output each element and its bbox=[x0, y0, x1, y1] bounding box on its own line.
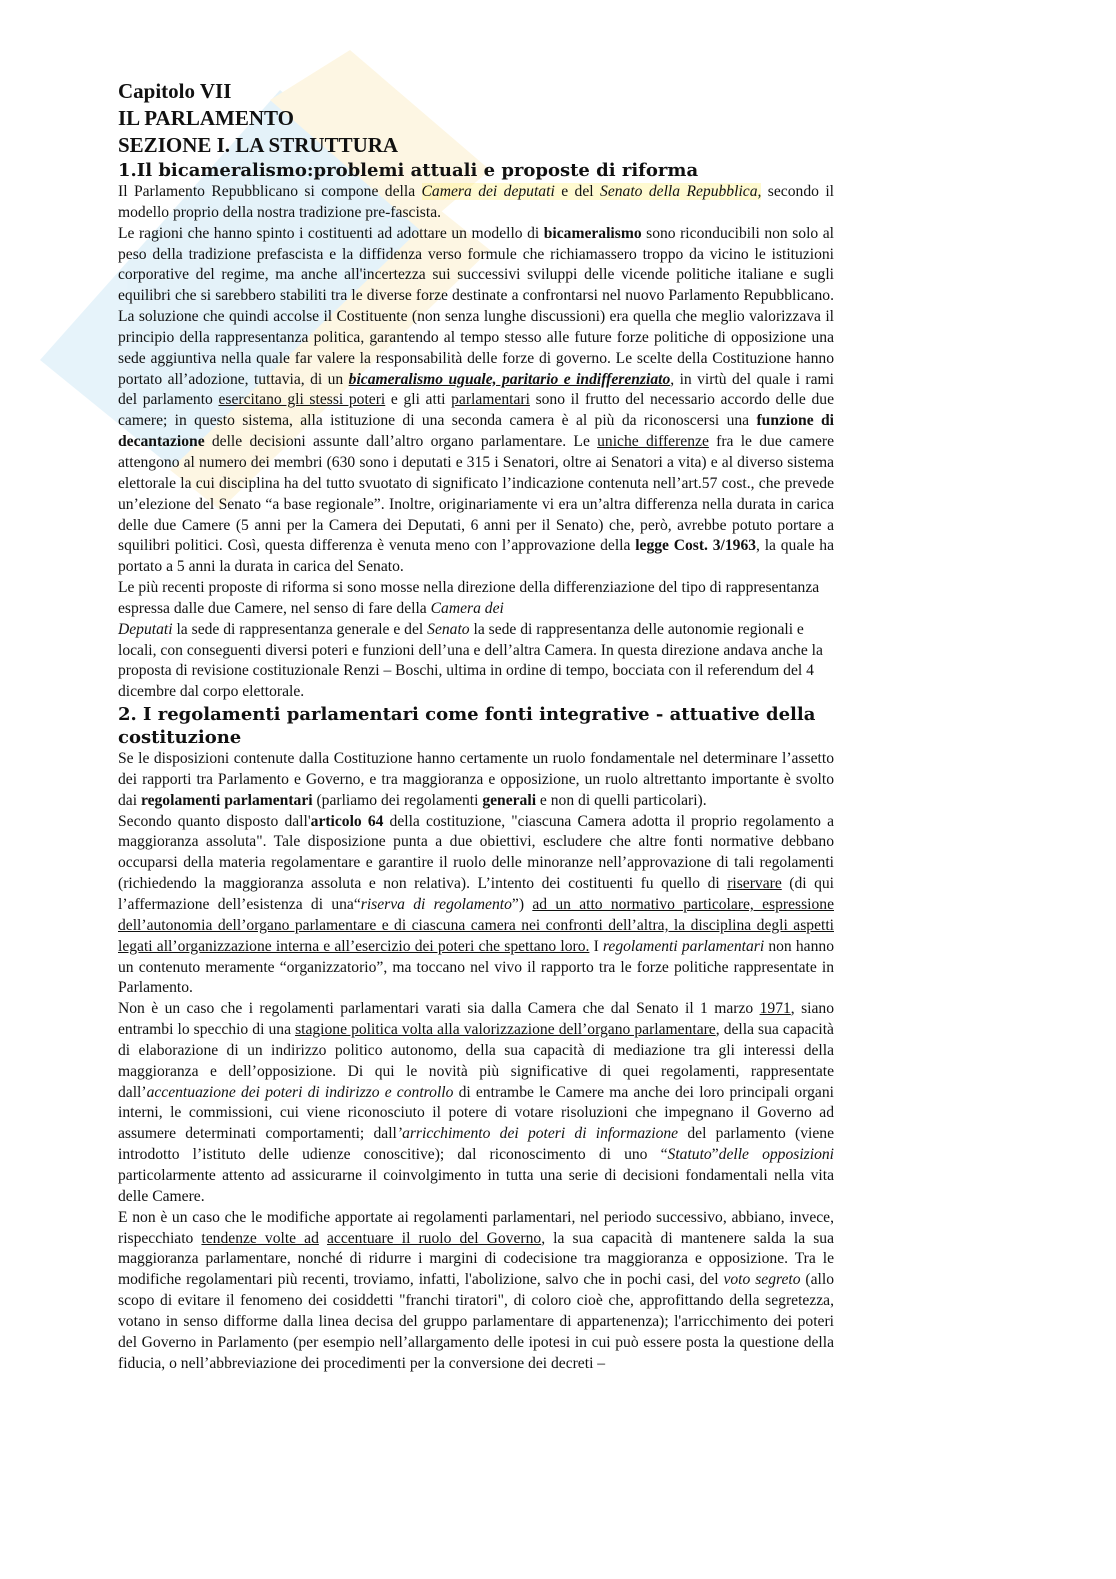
paragraph-s2-3: Non è un caso che i regolamenti parlamentari varati sia dalla Camera che dal Senato il 1 marzo 1971, siano entrambi lo specchio di una stagione politica volta alla valorizzazione dell’organo parlamentare, della sua capacità di elaborazione di un indirizzo politico autonomo, della sua capacità di mediazione tra gli interessi della maggioranza e dell’opposizione. Di qui le novità più significative di quei regolamenti, rappresentate dall’accentuazione dei poteri di indirizzo e controllo di entrambe le Camere ma anche dei loro principali organi interni, le commissioni, cui viene riconosciuto il potere di votare risoluzioni che impegnano il Governo ad assumere determinati comportamenti; dall’arricchimento dei poteri di informazione del parlamento (viene introdotto l’istituto delle udienze conoscitive); dal riconoscimento di uno “Statuto”delle opposizioni particolarmente attento ad assicurarne il coinvolgimento in tutta una serie di decisioni fondamentali nella vita delle Camere. bbox=[118, 1000, 834, 1205]
paragraph-s1-2: Le ragioni che hanno spinto i costituenti ad adottare un modello di bicameralismo sono riconducibili non solo al peso della tradizione prefascista e la diffidenza verso formule che richiamassero troppo da vicino le istituzioni corporative del regime, ma anche all'incertezza sui successivi sviluppi delle vicende politiche italiane e sugli equilibri che si sarebbero stabiliti tra le diverse forze destinate a confrontarsi nel nuovo Parlamento Repubblicano. La soluzione che quindi accolse il Costituente (non senza lunghe discussioni) era quella che meglio valorizzava il principio della rappresentanza politica, garantendo al tempo stesso alle future forze politiche di opposizione una sede aggiuntiva nella quale far valere la responsabilità delle forze di governo. Le scelte della Costituzione hanno portato all’adozione, tuttavia, di un bicameralismo uguale, paritario e indifferenziato, in virtù del quale i rami del parlamento esercitano gli stessi poteri e gli atti parlamentari sono il frutto del necessario accordo delle due camere; in questo sistema, alla istituzione di una seconda camera è al più da riconoscersi una funzione di decantazione delle decisioni assunte dall’altro organo parlamentare. Le uniche differenze fra le due camere attengono al numero dei membri (630 sono i deputati e 315 i Senatori, oltre ai Senatori a vita) e al diverso sistema elettorale la cui disciplina ha del tutto svuotato di significato l’indicazione contenuta nell’art.57 cost., che prevede un’elezione del Senato “a base regionale”. Inoltre, originariamente vi era un’altra differenza nella durata in carica delle due Camere (5 anni per la Camera dei Deputati, 6 anni per il Senato) che, però, avrebbe potuto portare a squilibri politici. Così, questa differenza è venuta meno con l’approvazione della legge Cost. 3/1963, la quale ha portato a 5 anni la durata in carica del Senato. bbox=[118, 224, 835, 576]
chapter-number: Capitolo VII bbox=[118, 79, 232, 103]
paragraph-s2-4: E non è un caso che le modifiche apportate ai regolamenti parlamentari, nel periodo successivo, abbiano, invece, rispecchiato tendenze volte ad accentuare il ruolo del Governo, la sua capacità di mantenere salda la sua maggioranza parlamentare, nonché di ridurre i margini di codecisione tra maggioranza e opposizione. Tra le modifiche regolamentari più recenti, troviamo, infatti, l'abolizione, salvo che in pochi casi, del voto segreto (allo scopo di evitare il fenomeno dei cosiddetti "franchi tiratori", di coloro cioè che, approfittando della segretezza, votano in senso difforme dalla linea decisa del gruppo parlamentare di appartenenza); l'arricchimento dei poteri del Governo in Parlamento (per esempio nell’allargamento delle ipotesi in cui può essere posta la questione della fiducia, o nell’abbreviazione dei procedimenti per la conversione dei decreti – bbox=[118, 1208, 835, 1372]
paragraph-s1-1: Il Parlamento Repubblicano si compone della Camera dei deputati e del Senato della Repubblica, secondo il modello proprio della nostra tradizione pre-fascista. bbox=[118, 183, 834, 221]
section-2-title: 2. I regolamenti parlamentari come fonti integrative - attuative della costituzione bbox=[118, 704, 816, 749]
section-1-title: 1.Il bicameralismo:problemi attuali e proposte di riforma bbox=[118, 160, 699, 181]
section-heading: SEZIONE I. LA STRUTTURA bbox=[118, 133, 399, 157]
chapter-title: IL PARLAMENTO bbox=[118, 106, 294, 130]
paragraph-s2-2: Secondo quanto disposto dall'articolo 64 della costituzione, "ciascuna Camera adotta il proprio regolamento a maggioranza assoluta". Tale disposizione punta a due obiettivi, escludere che altre fonti normative debbano occuparsi della materia regolamentare e garantire il ruolo delle minoranze nell’approvazione di tali regolamenti (richiedendo la maggioranza assoluta e non relativa). L’intento dei costituenti fu quello di riservare (di qui l’affermazione dell’esistenza di una“riserva di regolamento”) ad un atto normativo particolare, espressione dell’autonomia dell’organo parlamentare e di ciascuna camera nei confronti dell’altra, la disciplina degli aspetti legati all’organizzazione interna e all’esercizio dei poteri che spettano loro. I regolamenti parlamentari non hanno un contenuto meramente “organizzatorio”, ma toccano nel vivo il rapporto tra le forze politiche rappresentate in Parlamento. bbox=[118, 812, 835, 997]
paragraph-s2-1: Se le disposizioni contenute dalla Costituzione hanno certamente un ruolo fondamentale nel determinare l’assetto dei rapporti tra Parlamento e Governo, e tra maggioranza e opposizione, un ruolo altrettanto importante è svolto dai regolamenti parlamentari (parliamo dei regolamenti generali e non di quelli particolari). bbox=[118, 750, 834, 809]
paragraph-s1-3: Le più recenti proposte di riforma si sono mosse nella direzione della differenziazione del tipo di rappresentanza espressa dalle due Camere, nel senso di fare della Camera dei Deputati la sede di rappresentanza generale e del Senato la sede di rappresentanza delle autonomie regionali e locali, con conseguenti diversi poteri e funzioni dell’una e dell’altra Camera. In questa direzione andava anche la proposta di revisione costituzionale Renzi – Boschi, ultima in ordine di tempo, bocciata con il referendum del 4 dicembre dal corpo elettorale. bbox=[118, 579, 823, 701]
